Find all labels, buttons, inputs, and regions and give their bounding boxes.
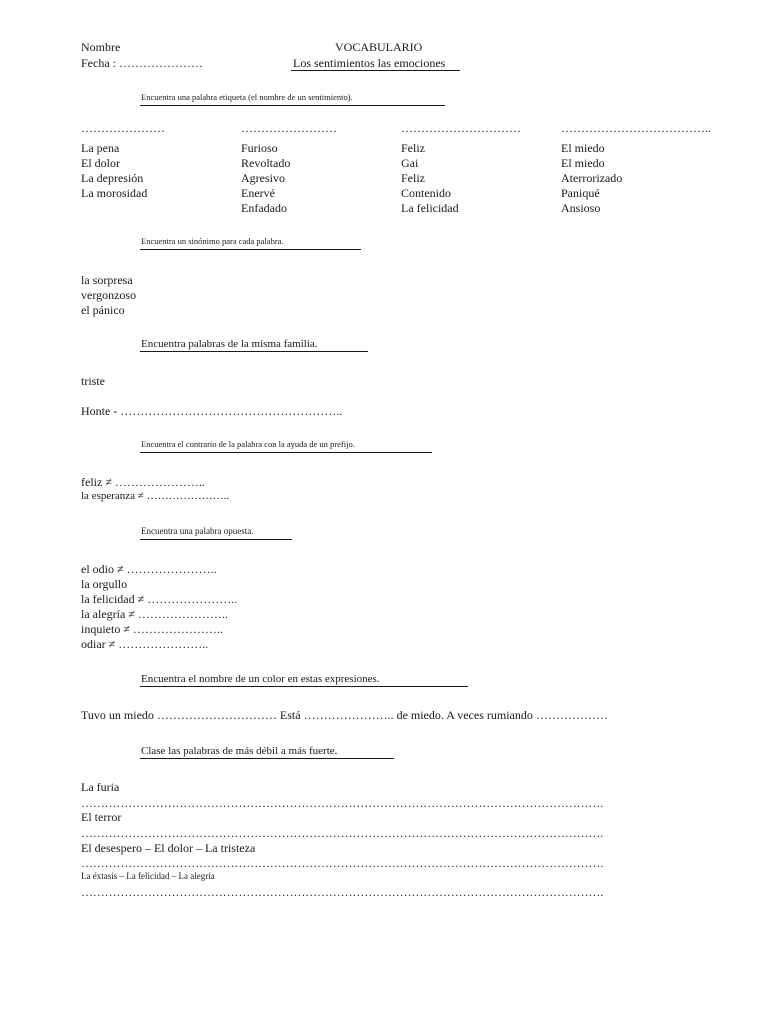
synonym-list [81, 273, 136, 318]
list-item: el pánico [81, 303, 125, 317]
family-word-2: Honte - ……………………………………………….. [81, 404, 343, 418]
ranking-words-1: La furia [81, 780, 120, 794]
list-item: la alegría ≠ ………………….. [81, 607, 228, 621]
word-column-4 [561, 141, 622, 216]
list-item: Ansioso [561, 201, 601, 215]
list-item: Feliz [401, 141, 425, 155]
page-title: VOCABULARIO [335, 40, 423, 54]
section4-instruction: Encuentra el contrario de la palabra con la ayuda de un prefijo. [141, 439, 355, 449]
section3-instruction: Encuentra palabras de la misma familia. [141, 338, 318, 350]
list-item: Revoltado [241, 156, 291, 170]
prefix-item-2: la esperanza ≠ ………………….. [81, 490, 230, 502]
section2-instruction: Encuentra un sinónimo para cada palabra. [141, 236, 284, 246]
blank-col-3: ………………………… [401, 121, 521, 135]
list-item: odiar ≠ ………………….. [81, 637, 209, 651]
section2-underline [140, 249, 361, 250]
color-expressions: Tuvo un miedo ………………………… Está ………………….. de miedo. A veces rumiando ……………… [81, 708, 608, 722]
nombre-label: Nombre [81, 40, 121, 54]
list-item: Paniqué [561, 186, 600, 200]
list-item: Aterrorizado [561, 171, 623, 185]
ranking-words-4: La éxtasis – La felicidad – La alegría [81, 871, 215, 881]
ranking-words-2: El terror [81, 810, 122, 824]
section7-instruction: Clase las palabras de más débil a más fuerte. [141, 745, 338, 757]
ranking-words-3: El desespero – El dolor – La tristeza [81, 841, 256, 855]
list-item: vergonzoso [81, 288, 137, 302]
ranking-dots-3: ……………………………………………………………………………………………………………………. [81, 856, 604, 870]
section4-underline [140, 452, 432, 453]
ranking-dots-2: ……………………………………………………………………………………………………………………. [81, 826, 604, 840]
section7-underline [140, 758, 394, 759]
blank-col-1: ………………… [81, 121, 165, 135]
page-subtitle: Los sentimientos las emociones [293, 56, 446, 70]
list-item: Agresivo [241, 171, 285, 185]
list-item: El miedo [561, 141, 605, 155]
fecha-label: Fecha : ………………… [81, 56, 203, 70]
subtitle-underline [291, 70, 460, 71]
section3-underline [140, 351, 368, 352]
list-item: la orgullo [81, 577, 128, 591]
list-item: La depresión [81, 171, 144, 185]
list-item: El miedo [561, 156, 605, 170]
ranking-dots-1: ……………………………………………………………………………………………………………………. [81, 796, 604, 810]
section5-underline [140, 539, 292, 540]
list-item: Feliz [401, 171, 425, 185]
list-item: Contenido [401, 186, 451, 200]
opposite-list [81, 562, 237, 652]
list-item: Furioso [241, 141, 278, 155]
word-column-2 [241, 141, 290, 216]
list-item: inquieto ≠ ………………….. [81, 622, 223, 636]
list-item: La morosidad [81, 186, 148, 200]
list-item: Gai [401, 156, 419, 170]
list-item: el odio ≠ ………………….. [81, 562, 217, 576]
section1-instruction: Encuentra una palabra etiqueta (el nombre de un sentimiento). [141, 92, 353, 102]
list-item: La felicidad [401, 201, 459, 215]
list-item: la felicidad ≠ ………………….. [81, 592, 238, 606]
word-column-1 [81, 141, 147, 201]
section1-underline [140, 105, 445, 106]
list-item: Enfadado [241, 201, 287, 215]
section6-underline [140, 686, 468, 687]
blank-col-4: ……………………………….. [561, 121, 711, 135]
list-item: La pena [81, 141, 120, 155]
list-item: El dolor [81, 156, 120, 170]
section6-instruction: Encuentra el nombre de un color en estas expresiones. [141, 673, 380, 685]
section5-instruction: Encuentra una palabra opuesta. [141, 526, 254, 536]
ranking-dots-4: ……………………………………………………………………………………………………………………. [81, 885, 604, 899]
prefix-item-1: feliz ≠ ………………….. [81, 475, 205, 489]
blank-col-2: …………………… [241, 121, 337, 135]
family-word-1: triste [81, 374, 105, 388]
list-item: Enervé [241, 186, 275, 200]
word-column-3 [401, 141, 459, 216]
list-item: la sorpresa [81, 273, 133, 287]
